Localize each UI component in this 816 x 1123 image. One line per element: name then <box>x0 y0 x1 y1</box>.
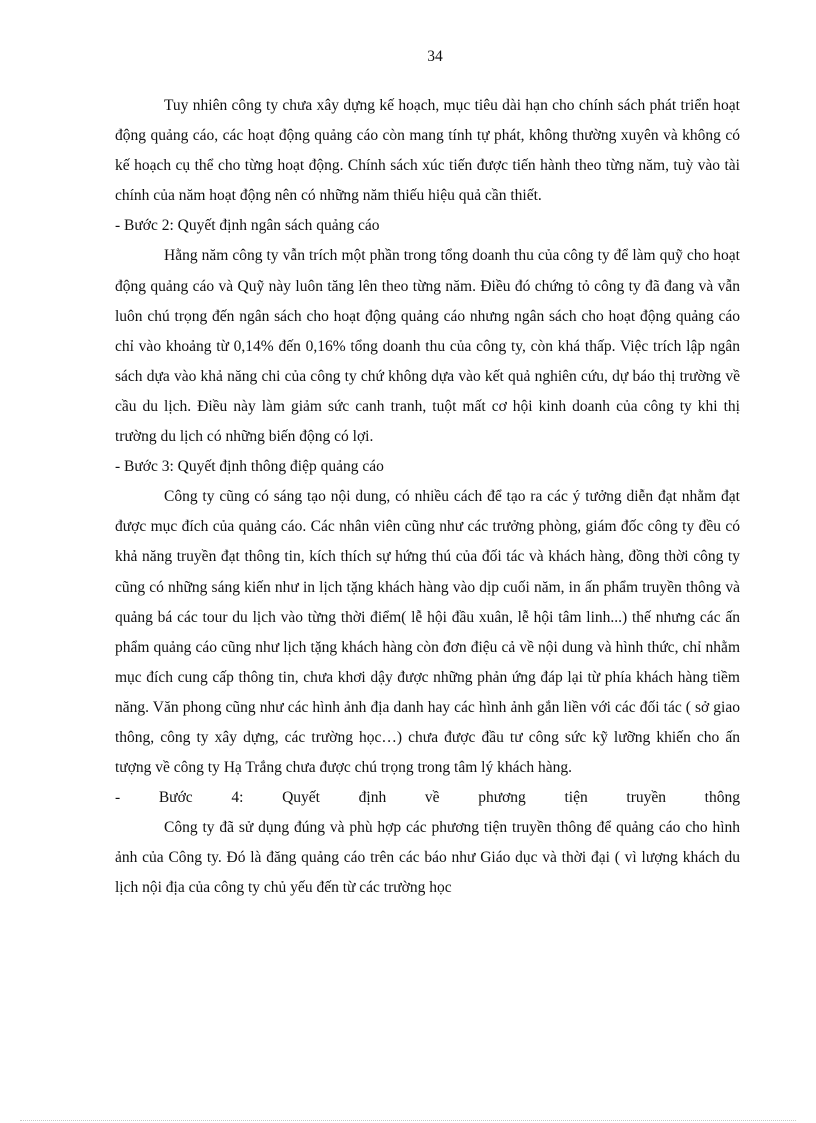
page-number: 34 <box>427 48 443 65</box>
step-4-word: - <box>115 789 121 807</box>
step-4-word: phương <box>478 789 526 807</box>
step-4-word: định <box>358 789 387 807</box>
step-4-word: thông <box>704 789 740 807</box>
page-bottom-divider <box>20 1120 796 1121</box>
paragraph-advertising-plan: Tuy nhiên công ty chưa xây dựng kế hoạch, mục tiêu dài hạn cho chính sách phát triển hoạt động quảng cáo, các hoạt động quảng cáo còn mang tính tự phát, không thường xuyên và không có kế hoạch cụ thể cho từng hoạt động. Chính sách xúc tiến được tiến hành theo từng năm, tuỳ vào tài chính của năm hoạt động nên có những năm thiếu hiệu quả cần thiết. <box>115 97 740 205</box>
paragraph-advertising-message: Công ty cũng có sáng tạo nội dung, có nhiều cách để tạo ra các ý tưởng diễn đạt nhằm đạt được mục đích của quảng cáo. Các nhân viên cũng như các trưởng phòng, giám đốc công ty đều có khả năng truyền đạt thông tin, kích thích sự hứng thú của đối tác và khách hàng, đồng thời công ty cũng có những sáng kiến như in lịch tặng khách hàng vào dịp cuối năm, in ấn phẩm truyền thông và quảng bá các tour du lịch vào từng thời điểm( lễ hội đầu xuân, lễ hội tâm linh...) thế nhưng các ấn phẩm quảng cáo cũng như lịch tặng khách hàng còn đơn điệu cả về nội dung và hình thức, chỉ nhằm mục đích cung cấp thông tin, chưa khơi dậy được những phản ứng đáp lại từ phía khách hàng tiềm năng. Văn phong cũng như các hình ảnh địa danh hay các hình ảnh gắn liền với các đối tác ( sở giao thông, công ty xây dựng, các trường học…) chưa được đầu tư công sức kỹ lưỡng khiến cho ấn tượng về công ty Hạ Trắng chưa được chú trọng trong tâm lý khách hàng. <box>115 488 740 777</box>
step-4-word: tiện <box>564 789 588 807</box>
step-4-word: 4: <box>231 789 244 807</box>
step-4-word: về <box>424 789 440 807</box>
paragraph-media-channels: Công ty đã sử dụng đúng và phù hợp các phương tiện truyền thông để quảng cáo cho hình ảnh của Công ty. Đó là đăng quảng cáo trên các báo như Giáo dục và thời đại ( vì lượng khách du lịch nội địa của công ty chủ yếu đến từ các trường học <box>115 819 740 897</box>
step-3-heading: - Bước 3: Quyết định thông điệp quảng cáo <box>115 458 384 476</box>
step-2-heading: - Bước 2: Quyết định ngân sách quảng cáo <box>115 217 380 235</box>
step-4-word: Quyết <box>282 789 320 807</box>
step-4-word: Bước <box>158 789 193 807</box>
document-body <box>115 91 740 904</box>
step-4-heading <box>115 783 740 813</box>
step-4-word: truyền <box>626 789 666 807</box>
paragraph-advertising-budget: Hằng năm công ty vẫn trích một phần trong tổng doanh thu của công ty để làm quỹ cho hoạt động quảng cáo và Quỹ này luôn tăng lên theo từng năm. Điều đó chứng tỏ công ty đã đang và vẫn luôn chú trọng đến ngân sách cho hoạt động quảng cáo nhưng ngân sách cho hoạt động quảng cáo chỉ vào khoảng từ 0,14% đến 0,16% tổng doanh thu của công ty, còn khá thấp. Việc trích lập ngân sách dựa vào khả năng chi của công ty chứ không dựa vào kết quả nghiên cứu, dự báo thị trường về cầu du lịch. Điều này làm giảm sức canh tranh, tuột mất cơ hội kinh doanh của công ty khi thị trường du lịch có những biến động có lợi. <box>115 247 740 446</box>
